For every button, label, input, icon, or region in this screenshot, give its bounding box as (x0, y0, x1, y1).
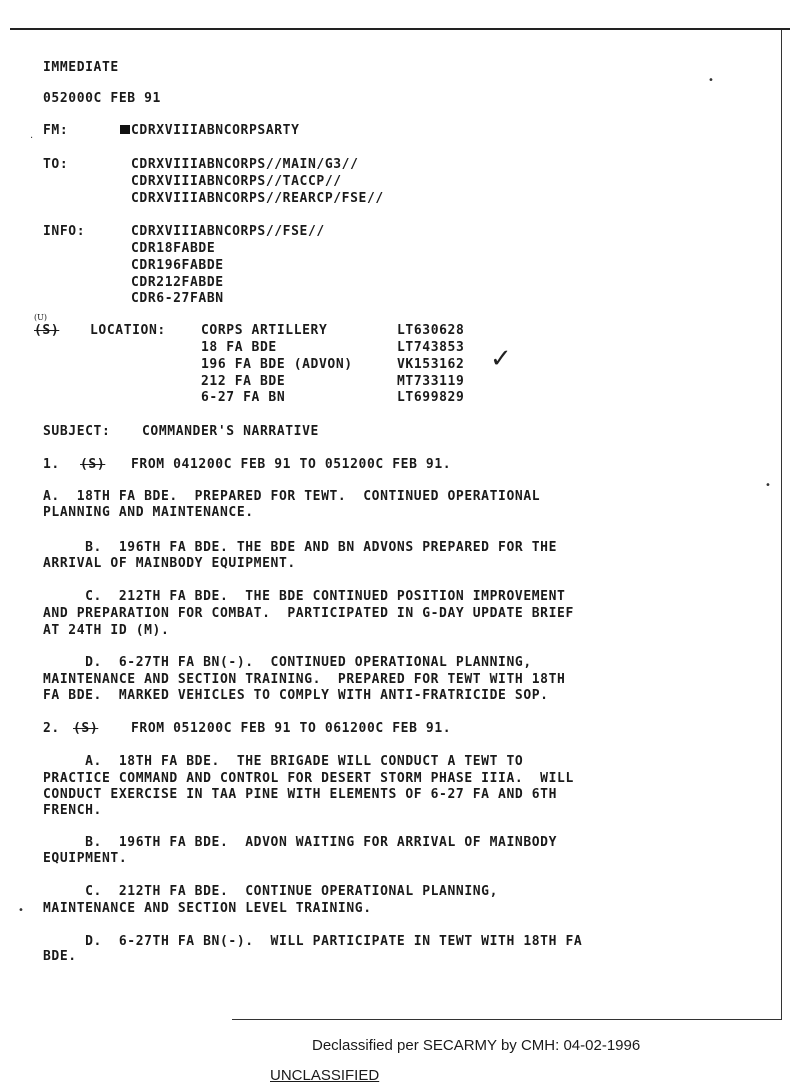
body-line: AT 24TH ID (M). (43, 623, 170, 638)
body-line: MAINTENANCE AND SECTION TRAINING. PREPARED FOR TEWT WITH 18TH (43, 672, 566, 687)
body-line: C. 212TH FA BDE. CONTINUE OPERATIONAL PLANNING, (43, 884, 499, 899)
location-label: LOCATION: (90, 323, 166, 338)
body-line: A. 18TH FA BDE. PREPARED FOR TEWT. CONTINUED OPERATIONAL (43, 489, 541, 504)
body-line: FA BDE. MARKED VEHICLES TO COMPLY WITH ANTI-FRATRICIDE SOP. (43, 688, 549, 703)
declassification-stamp: Declassified per SECARMY by CMH: 04-02-1996 (312, 1037, 641, 1054)
classification-marking-u: (U) (34, 313, 47, 322)
bottom-border (232, 1019, 782, 1020)
scan-speck: • (18, 905, 24, 916)
location-grid: LT743853 (397, 340, 465, 355)
info-line: CDR196FABDE (131, 258, 224, 273)
to-line: CDRXVIIIABNCORPS//REARCP/FSE// (131, 191, 384, 206)
body-line: BDE. (43, 949, 77, 964)
handwritten-check-mark: ✓ (490, 344, 512, 374)
body-line: MAINTENANCE AND SECTION LEVEL TRAINING. (43, 901, 372, 916)
subject-label: SUBJECT: (43, 424, 111, 439)
body-line: AND PREPARATION FOR COMBAT. PARTICIPATED IN G-DAY UPDATE BRIEF (43, 606, 574, 621)
location-unit: 212 FA BDE (201, 374, 286, 389)
section-number: 1. (43, 457, 60, 472)
section-number: 2. (43, 721, 60, 736)
top-border (10, 28, 790, 30)
location-unit: 196 FA BDE (ADVON) (201, 357, 353, 372)
info-line: CDR6-27FABN (131, 291, 224, 306)
fm-value: CDRXVIIIABNCORPSARTY (131, 123, 300, 138)
location-unit: 6-27 FA BN (201, 390, 286, 405)
body-line: EQUIPMENT. (43, 851, 128, 866)
body-line: B. 196TH FA BDE. THE BDE AND BN ADVONS PREPARED FOR THE (43, 540, 558, 555)
redaction-mark (120, 125, 130, 134)
subject-value: COMMANDER'S NARRATIVE (142, 424, 319, 439)
info-line: CDR18FABDE (131, 241, 216, 256)
location-unit: 18 FA BDE (201, 340, 277, 355)
to-line: CDRXVIIIABNCORPS//MAIN/G3// (131, 157, 359, 172)
info-label: INFO: (43, 224, 86, 239)
date-time-group: 052000C FEB 91 (43, 91, 161, 106)
body-line: ARRIVAL OF MAINBODY EQUIPMENT. (43, 556, 296, 571)
fm-label: FM: (43, 123, 69, 138)
body-line: C. 212TH FA BDE. THE BDE CONTINUED POSITION IMPROVEMENT (43, 589, 566, 604)
classification-marking-struck: (S) (34, 323, 60, 338)
scan-speck: • (708, 75, 714, 86)
body-line: PRACTICE COMMAND AND CONTROL FOR DESERT STORM PHASE IIIA. WILL (43, 771, 574, 786)
body-line: A. 18TH FA BDE. THE BRIGADE WILL CONDUCT A TEWT TO (43, 754, 524, 769)
scan-speck: . (30, 130, 34, 141)
location-grid: VK153162 (397, 357, 465, 372)
info-line: CDRXVIIIABNCORPS//FSE// (131, 224, 325, 239)
precedence: IMMEDIATE (43, 60, 119, 75)
to-line: CDRXVIIIABNCORPS//TACCP// (131, 174, 342, 189)
body-line: D. 6-27TH FA BN(-). CONTINUED OPERATIONAL PLANNING, (43, 655, 532, 670)
location-grid: MT733119 (397, 374, 465, 389)
scan-speck: • (765, 480, 771, 491)
to-label: TO: (43, 157, 69, 172)
section-marking: (S) (73, 721, 99, 736)
body-line: B. 196TH FA BDE. ADVON WAITING FOR ARRIVAL OF MAINBODY (43, 835, 558, 850)
location-unit: CORPS ARTILLERY (201, 323, 328, 338)
body-line: PLANNING AND MAINTENANCE. (43, 505, 254, 520)
section-marking: (S) (80, 457, 106, 472)
location-grid: LT630628 (397, 323, 465, 338)
body-line: D. 6-27TH FA BN(-). WILL PARTICIPATE IN TEWT WITH 18TH FA (43, 934, 583, 949)
body-line: FRENCH. (43, 803, 102, 818)
info-line: CDR212FABDE (131, 275, 224, 290)
right-border (781, 30, 782, 1020)
location-grid: LT699829 (397, 390, 465, 405)
classification-footer: UNCLASSIFIED (270, 1067, 380, 1084)
section-heading: FROM 051200C FEB 91 TO 061200C FEB 91. (131, 721, 452, 736)
body-line: CONDUCT EXERCISE IN TAA PINE WITH ELEMENTS OF 6-27 FA AND 6TH (43, 787, 558, 802)
section-heading: FROM 041200C FEB 91 TO 051200C FEB 91. (131, 457, 452, 472)
